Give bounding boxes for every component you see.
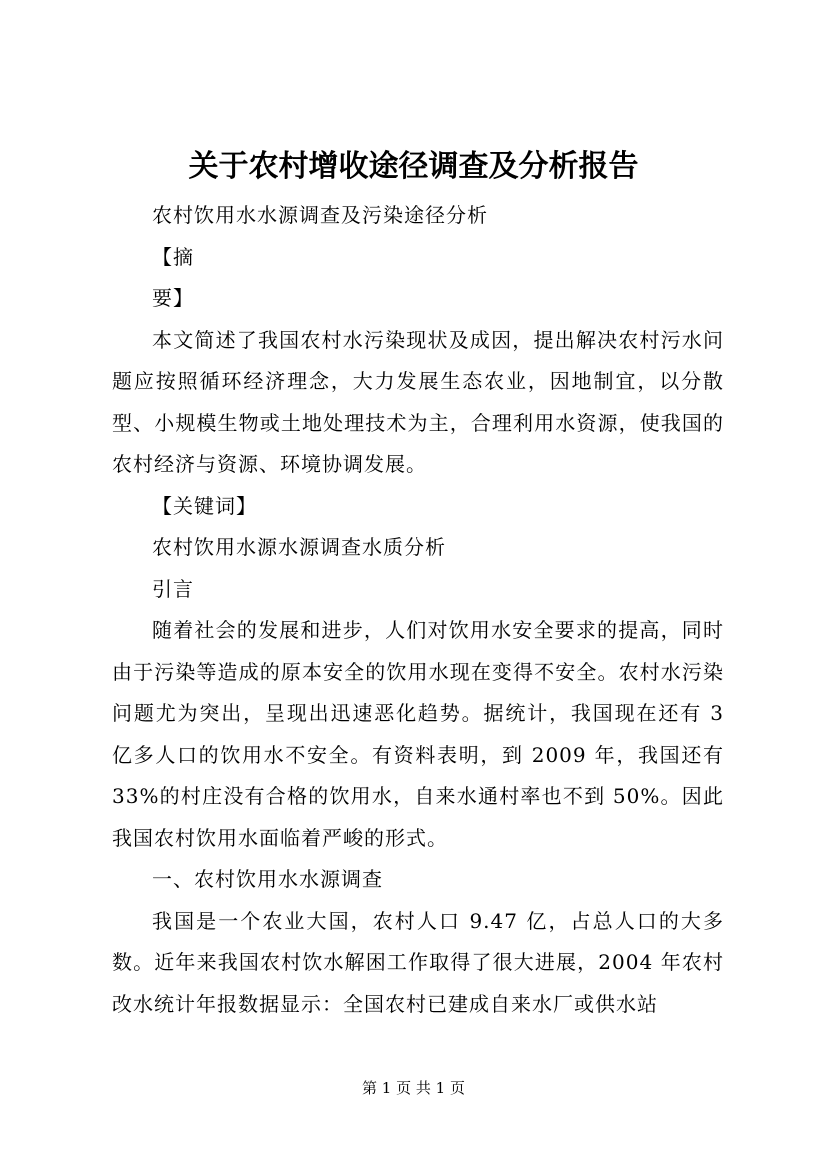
page-footer: 第 1 页 共 1 页	[362, 1079, 465, 1097]
paragraph-intro: 随着社会的发展和进步，人们对饮用水安全要求的提高，同时由于污染等造成的原本安全的饮用水现在变得不安全。农村水污染问题尤为突出，呈现出迅速恶化趋势。据统计，我国现在还有 3 亿多人口的饮用水不安全。有资料表明，到 2009 年，我国还有 33%的村庄没有合格的饮用水，自来水通村率也不到 50%。因此我国农村饮用水面临着严峻的形式。	[112, 618, 724, 850]
paragraph-section-1: 我国是一个农业大国，农村人口 9.47 亿，占总人口的大多数。近年来我国农村饮水解困工作取得了很大进展，2004 年农村改水统计年报数据显示：全国农村已建成自来水厂或供水站	[112, 908, 724, 1016]
paragraph-keywords: 农村饮用水源水源调查水质分析	[152, 535, 446, 559]
paragraph-section-1-heading: 一、农村饮用水水源调查	[152, 867, 383, 891]
paragraph-subtitle: 农村饮用水水源调查及污染途径分析	[152, 203, 488, 227]
paragraph-abstract-heading-1: 【摘	[152, 244, 194, 269]
paragraph-abstract-heading-2: 要】	[152, 286, 194, 310]
document-title: 关于农村增收途径调查及分析报告	[188, 149, 639, 184]
paragraph-intro-heading: 引言	[152, 576, 194, 601]
document-body	[112, 195, 724, 1025]
paragraph-keywords-heading: 【关键词】	[152, 493, 257, 518]
paragraph-abstract: 本文简述了我国农村水污染现状及成因，提出解决农村污水问题应按照循环经济理念，大力发展生态农业，因地制宜，以分散型、小规模生物或土地处理技术为主，合理利用水资源，使我国的农村经济与资源、环境协调发展。	[112, 327, 724, 476]
